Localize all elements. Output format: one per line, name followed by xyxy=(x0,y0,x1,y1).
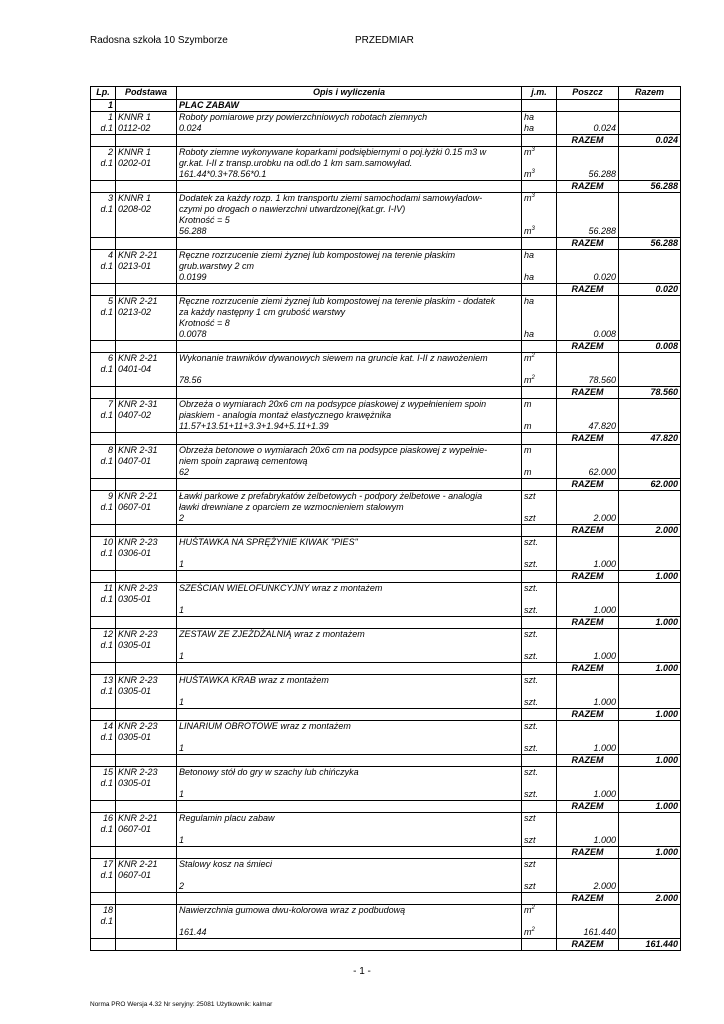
unit-top: szt. xyxy=(524,583,539,593)
col-header-qty: Poszcz xyxy=(557,87,619,100)
table-row xyxy=(91,767,681,801)
razem-row xyxy=(91,479,681,491)
unit-bottom: szt. xyxy=(524,651,539,661)
item-quantity: 1.000 xyxy=(593,559,616,569)
description-line: gr.kat. I-II z transp.urobku na odl.do 1 km sam.samowyład. xyxy=(179,158,413,168)
unit-bottom: $m^2$ xyxy=(524,375,535,385)
razem-label: RAZEM xyxy=(557,284,619,296)
unit-bottom: szt xyxy=(524,835,536,845)
razem-row xyxy=(91,755,681,767)
unit-bottom: szt. xyxy=(524,789,539,799)
unit-bottom: $m^3$ xyxy=(524,169,535,179)
razem-total: 161.440 xyxy=(619,939,681,951)
razem-row xyxy=(91,135,681,147)
razem-row xyxy=(91,939,681,951)
unit-top: szt. xyxy=(524,721,539,731)
item-lp: 15 d.1 xyxy=(91,767,116,801)
item-lp: 17 d.1 xyxy=(91,859,116,893)
table-row xyxy=(91,813,681,847)
unit-top: szt. xyxy=(524,675,539,685)
description-line: Regulamin placu zabaw xyxy=(179,813,275,823)
item-calculation: 1 xyxy=(179,835,185,845)
item-basis: KNR 2-21 0401-04 xyxy=(116,353,177,387)
item-unit xyxy=(522,721,557,755)
description-line: Krotność = 5 xyxy=(179,215,230,225)
item-quantity: 0.020 xyxy=(593,272,616,282)
item-description xyxy=(177,147,522,181)
unit-top: $m^3$ xyxy=(524,147,535,157)
item-quantity: 1.000 xyxy=(593,651,616,661)
razem-label: RAZEM xyxy=(557,893,619,905)
item-quantity: 78.560 xyxy=(588,375,616,385)
item-basis: KNR 2-31 0407-01 xyxy=(116,445,177,479)
table-row xyxy=(91,675,681,709)
item-basis: KNR 2-21 0213-02 xyxy=(116,296,177,341)
col-header-total: Razem xyxy=(619,87,681,100)
item-calculation: 1 xyxy=(179,789,185,799)
item-calculation: 78.56 xyxy=(179,375,202,385)
unit-bottom: szt. xyxy=(524,605,539,615)
item-calculation: 1 xyxy=(179,697,185,707)
section-lp: 1 xyxy=(91,100,116,112)
razem-total: 47.820 xyxy=(619,433,681,445)
razem-row xyxy=(91,387,681,399)
table-row xyxy=(91,399,681,433)
item-quantity: 2.000 xyxy=(593,513,616,523)
item-basis: KNNR 1 0202-01 xyxy=(116,147,177,181)
item-lp: 6 d.1 xyxy=(91,353,116,387)
item-basis: KNNR 1 0112-02 xyxy=(116,112,177,135)
item-basis: KNR 2-21 0607-01 xyxy=(116,859,177,893)
item-quantity: 56.288 xyxy=(588,226,616,236)
unit-top: $m^3$ xyxy=(524,193,535,203)
description-line: Wykonanie trawników dywanowych siewem na gruncie kat. I-II z nawożeniem xyxy=(179,353,488,363)
description-line: Ręczne rozrzucenie ziemi żyznej lub kompostowej na terenie płaskim xyxy=(179,250,456,260)
item-unit xyxy=(522,583,557,617)
item-lp: 1 d.1 xyxy=(91,112,116,135)
razem-row xyxy=(91,801,681,813)
item-description xyxy=(177,675,522,709)
razem-row xyxy=(91,341,681,353)
razem-total: 1.000 xyxy=(619,847,681,859)
unit-bottom: $m^3$ xyxy=(524,226,535,236)
razem-label: RAZEM xyxy=(557,135,619,147)
item-description xyxy=(177,445,522,479)
item-calculation: 62 xyxy=(179,467,190,477)
item-unit xyxy=(522,353,557,387)
unit-bottom: szt xyxy=(524,513,536,523)
description-line: Obrzeża o wymiarach 20x6 cm na podsypce piaskowej z wypełnieniem spoin xyxy=(179,399,487,409)
item-unit xyxy=(522,859,557,893)
item-calculation: 0.024 xyxy=(179,123,202,133)
section-row xyxy=(91,100,681,112)
item-lp: 3 d.1 xyxy=(91,193,116,238)
item-basis: KNR 2-21 0607-01 xyxy=(116,491,177,525)
item-quantity: 1.000 xyxy=(593,743,616,753)
item-basis: KNR 2-23 0306-01 xyxy=(116,537,177,571)
item-lp: 5 d.1 xyxy=(91,296,116,341)
item-description xyxy=(177,767,522,801)
item-quantity: 0.008 xyxy=(593,329,616,339)
razem-label: RAZEM xyxy=(557,617,619,629)
description-line: Roboty pomiarowe przy powierzchniowych robotach ziemnych xyxy=(179,112,428,122)
page-number: - 1 - xyxy=(353,966,371,977)
item-quantity: 47.820 xyxy=(588,421,616,431)
item-unit xyxy=(522,399,557,433)
razem-total: 2.000 xyxy=(619,525,681,537)
item-description xyxy=(177,399,522,433)
unit-bottom: szt. xyxy=(524,697,539,707)
description-line: Dodatek za każdy rozp. 1 km transportu ziemi samochodami samowyładow- xyxy=(179,193,483,203)
description-line: Krotność = 8 xyxy=(179,318,230,328)
item-lp: 11 d.1 xyxy=(91,583,116,617)
description-line: LINARIUM OBROTOWE wraz z montażem xyxy=(179,721,351,731)
table-row xyxy=(91,147,681,181)
item-basis: KNR 2-21 0607-01 xyxy=(116,813,177,847)
description-line: HUŚTAWKA KRAB wraz z montażem xyxy=(179,675,329,685)
razem-total: 1.000 xyxy=(619,709,681,721)
table-row xyxy=(91,296,681,341)
item-unit xyxy=(522,813,557,847)
item-unit xyxy=(522,112,557,135)
item-description xyxy=(177,250,522,284)
table-row xyxy=(91,537,681,571)
description-line: Ręczne rozrzucenie ziemi żyznej lub kompostowej na terenie płaskim - dodatek xyxy=(179,296,496,306)
table-row xyxy=(91,491,681,525)
item-lp: 14 d.1 xyxy=(91,721,116,755)
unit-top: szt xyxy=(524,859,536,869)
razem-total: 56.288 xyxy=(619,238,681,250)
razem-row xyxy=(91,433,681,445)
razem-total: 2.000 xyxy=(619,893,681,905)
item-calculation: 56.288 xyxy=(179,226,207,236)
item-quantity: 1.000 xyxy=(593,605,616,615)
item-lp: 8 d.1 xyxy=(91,445,116,479)
item-basis xyxy=(116,905,177,939)
razem-label: RAZEM xyxy=(557,341,619,353)
unit-top: szt xyxy=(524,491,536,501)
razem-total: 62.000 xyxy=(619,479,681,491)
item-calculation: 2 xyxy=(179,513,185,523)
item-lp: 13 d.1 xyxy=(91,675,116,709)
item-description xyxy=(177,629,522,663)
description-line: grub.warstwy 2 cm xyxy=(179,261,255,271)
unit-bottom: m xyxy=(524,467,532,477)
item-calculation: 1 xyxy=(179,605,185,615)
item-basis: KNR 2-23 0305-01 xyxy=(116,767,177,801)
item-basis: KNR 2-23 0305-01 xyxy=(116,629,177,663)
description-line: Roboty ziemne wykonywane koparkami podsiębiernymi o poj.łyżki 0.15 m3 w xyxy=(179,147,487,157)
description-line: Ławki parkowe z prefabrykatów żelbetowych - podpory żelbetowe - analogia xyxy=(179,491,483,501)
unit-bottom: szt. xyxy=(524,743,539,753)
razem-total: 1.000 xyxy=(619,571,681,583)
table-row xyxy=(91,445,681,479)
table-row xyxy=(91,193,681,238)
razem-total: 1.000 xyxy=(619,755,681,767)
item-lp: 4 d.1 xyxy=(91,250,116,284)
unit-top: $m^2$ xyxy=(524,353,535,363)
unit-top: szt. xyxy=(524,537,539,547)
razem-label: RAZEM xyxy=(557,663,619,675)
table-row xyxy=(91,112,681,135)
description-line: Nawierzchnia gumowa dwu-kolorowa wraz z podbudową xyxy=(179,905,406,915)
razem-total: 56.288 xyxy=(619,181,681,193)
col-header-unit: j.m. xyxy=(522,87,557,100)
unit-top: ha xyxy=(524,250,535,260)
item-basis: KNR 2-23 0305-01 xyxy=(116,583,177,617)
item-unit xyxy=(522,629,557,663)
razem-total: 0.008 xyxy=(619,341,681,353)
item-unit xyxy=(522,147,557,181)
razem-label: RAZEM xyxy=(557,387,619,399)
item-unit xyxy=(522,296,557,341)
item-calculation: 161.44*0.3+78.56*0.1 xyxy=(179,169,267,179)
item-lp: 10 d.1 xyxy=(91,537,116,571)
razem-row xyxy=(91,709,681,721)
razem-label: RAZEM xyxy=(557,181,619,193)
item-description xyxy=(177,905,522,939)
col-header-lp: Lp. xyxy=(91,87,116,100)
unit-bottom: szt xyxy=(524,881,536,891)
item-calculation: 1 xyxy=(179,651,185,661)
razem-row xyxy=(91,181,681,193)
description-line: Stalowy kosz na śmieci xyxy=(179,859,273,869)
table-header-row xyxy=(91,87,681,100)
item-basis: KNNR 1 0208-02 xyxy=(116,193,177,238)
item-basis: KNR 2-23 0305-01 xyxy=(116,675,177,709)
table-row xyxy=(91,629,681,663)
razem-label: RAZEM xyxy=(557,525,619,537)
razem-row xyxy=(91,893,681,905)
description-line: Betonowy stół do gry w szachy lub chińczyka xyxy=(179,767,359,777)
item-quantity: 1.000 xyxy=(593,789,616,799)
razem-total: 78.560 xyxy=(619,387,681,399)
item-unit xyxy=(522,537,557,571)
unit-bottom: ha xyxy=(524,123,535,133)
item-description xyxy=(177,583,522,617)
item-description xyxy=(177,721,522,755)
description-line: HUŚTAWKA NA SPRĘŻYNIE KIWAK "PIES" xyxy=(179,537,358,547)
razem-row xyxy=(91,663,681,675)
header-title: PRZEDMIAR xyxy=(355,35,414,46)
razem-row xyxy=(91,617,681,629)
section-title: PLAC ZABAW xyxy=(177,100,522,112)
item-unit xyxy=(522,193,557,238)
item-description xyxy=(177,859,522,893)
description-line: niem spoin zaprawą cementową xyxy=(179,456,308,466)
item-quantity: 56.288 xyxy=(588,169,616,179)
razem-label: RAZEM xyxy=(557,709,619,721)
item-calculation: 2 xyxy=(179,881,185,891)
unit-top: szt xyxy=(524,813,536,823)
table-row xyxy=(91,905,681,939)
item-description xyxy=(177,491,522,525)
item-quantity: 1.000 xyxy=(593,835,616,845)
razem-label: RAZEM xyxy=(557,801,619,813)
estimate-table xyxy=(90,86,681,951)
item-unit xyxy=(522,491,557,525)
item-description xyxy=(177,112,522,135)
razem-label: RAZEM xyxy=(557,433,619,445)
unit-top: szt. xyxy=(524,629,539,639)
item-calculation: 0.0199 xyxy=(179,272,207,282)
description-line: ławki drewniane z oparciem ze wzmocnieniem stalowym xyxy=(179,502,404,512)
item-description xyxy=(177,296,522,341)
razem-label: RAZEM xyxy=(557,238,619,250)
description-line: piaskiem - analogia montaż elastycznego krawężnika xyxy=(179,410,392,420)
item-description xyxy=(177,813,522,847)
razem-label: RAZEM xyxy=(557,479,619,491)
software-note: Norma PRO Wersja 4.32 Nr seryjny: 25081 Użytkownik: kalmar xyxy=(90,1001,273,1008)
description-line: SZEŚCIAN WIELOFUNKCYJNY wraz z montażem xyxy=(179,583,383,593)
unit-top: m xyxy=(524,445,532,455)
razem-row xyxy=(91,847,681,859)
razem-total: 1.000 xyxy=(619,801,681,813)
item-unit xyxy=(522,767,557,801)
item-lp: 7 d.1 xyxy=(91,399,116,433)
razem-row xyxy=(91,238,681,250)
razem-total: 0.020 xyxy=(619,284,681,296)
razem-label: RAZEM xyxy=(557,571,619,583)
item-calculation: 11.57+13.51+11+3.3+1.94+5.11+1.39 xyxy=(179,421,329,431)
unit-bottom: szt. xyxy=(524,559,539,569)
razem-total: 1.000 xyxy=(619,617,681,629)
razem-label: RAZEM xyxy=(557,847,619,859)
table-row xyxy=(91,353,681,387)
unit-bottom: $m^2$ xyxy=(524,927,535,937)
header-company: Radosna szkoła 10 Szymborze xyxy=(90,35,228,46)
item-lp: 16 d.1 xyxy=(91,813,116,847)
table-row xyxy=(91,583,681,617)
item-basis: KNR 2-23 0305-01 xyxy=(116,721,177,755)
item-description xyxy=(177,193,522,238)
unit-top: m xyxy=(524,399,532,409)
unit-top: $m^2$ xyxy=(524,905,535,915)
razem-row xyxy=(91,571,681,583)
description-line: Obrzeża betonowe o wymiarach 20x6 cm na podsypce piaskowej z wypełnie- xyxy=(179,445,488,455)
item-lp: 2 d.1 xyxy=(91,147,116,181)
razem-label: RAZEM xyxy=(557,755,619,767)
razem-total: 1.000 xyxy=(619,663,681,675)
razem-label: RAZEM xyxy=(557,939,619,951)
item-lp: 12 d.1 xyxy=(91,629,116,663)
item-description xyxy=(177,537,522,571)
unit-bottom: m xyxy=(524,421,532,431)
item-unit xyxy=(522,905,557,939)
item-quantity: 161.440 xyxy=(583,927,616,937)
description-line: za każdy następny 1 cm grubość warstwy xyxy=(179,307,346,317)
table-row xyxy=(91,250,681,284)
item-basis: KNR 2-31 0407-02 xyxy=(116,399,177,433)
item-lp: 9 d.1 xyxy=(91,491,116,525)
item-basis: KNR 2-21 0213-01 xyxy=(116,250,177,284)
item-calculation: 1 xyxy=(179,743,185,753)
item-unit xyxy=(522,250,557,284)
description-line: ZESTAW ZE ZJEŻDŻALNIĄ wraz z montażem xyxy=(179,629,365,639)
item-quantity: 1.000 xyxy=(593,697,616,707)
table-row xyxy=(91,721,681,755)
unit-top: ha xyxy=(524,112,535,122)
item-unit xyxy=(522,675,557,709)
col-header-desc: Opis i wyliczenia xyxy=(177,87,522,100)
item-calculation: 161.44 xyxy=(179,927,207,937)
unit-top: szt. xyxy=(524,767,539,777)
col-header-basis: Podstawa xyxy=(116,87,177,100)
unit-bottom: ha xyxy=(524,329,535,339)
unit-top: ha xyxy=(524,296,535,306)
item-quantity: 2.000 xyxy=(593,881,616,891)
item-description xyxy=(177,353,522,387)
item-unit xyxy=(522,445,557,479)
item-quantity: 0.024 xyxy=(593,123,616,133)
table-row xyxy=(91,859,681,893)
razem-row xyxy=(91,525,681,537)
razem-row xyxy=(91,284,681,296)
unit-bottom: ha xyxy=(524,272,535,282)
item-lp: 18 d.1 xyxy=(91,905,116,939)
description-line: czymi po drogach o nawierzchni utwardzonej(kat.gr. I-IV) xyxy=(179,204,406,214)
item-quantity: 62.000 xyxy=(588,467,616,477)
razem-total: 0.024 xyxy=(619,135,681,147)
item-calculation: 0.0078 xyxy=(179,329,207,339)
item-calculation: 1 xyxy=(179,559,185,569)
